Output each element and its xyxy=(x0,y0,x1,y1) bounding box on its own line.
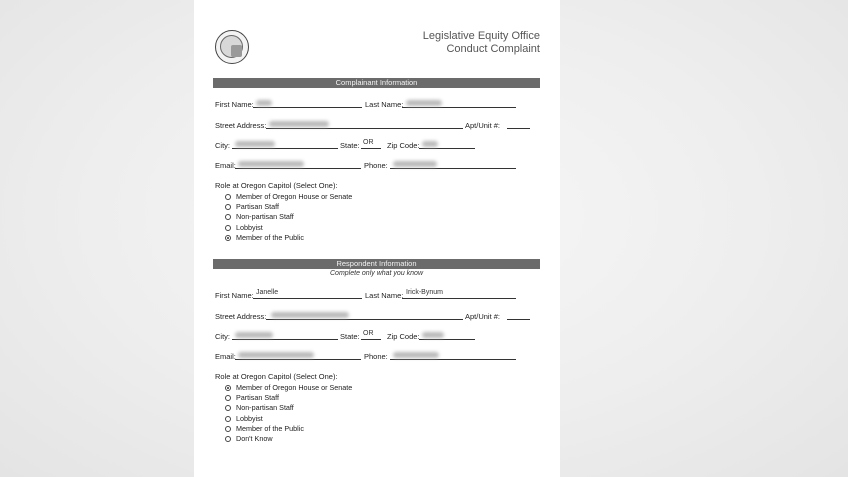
respondent-apt-label: Apt/Unit #: xyxy=(465,312,501,321)
respondent-email-field[interactable] xyxy=(235,359,361,360)
respondent-state-label: State: xyxy=(340,332,360,341)
complainant-last-name-field[interactable] xyxy=(402,107,516,108)
complainant-state-field[interactable] xyxy=(361,148,381,149)
complainant-last-name-label: Last Name: xyxy=(365,100,404,109)
oregon-state-seal-icon xyxy=(215,30,249,64)
complainant-last-name-redacted xyxy=(406,100,442,106)
complainant-apt-field[interactable] xyxy=(507,128,530,129)
complainant-city-field[interactable] xyxy=(232,148,338,149)
respondent-last-name-label: Last Name: xyxy=(365,291,404,300)
office-title: Legislative Equity Office xyxy=(422,30,540,42)
complainant-first-name-label: First Name: xyxy=(215,100,254,109)
complainant-email-redacted xyxy=(238,161,304,167)
complainant-zip-label: Zip Code: xyxy=(387,141,420,150)
complainant-city-label: City: xyxy=(215,141,230,150)
respondent-first-name-value: Janelle xyxy=(256,289,279,296)
role-option-label: Member of Oregon House or Senate xyxy=(236,192,353,201)
radio-icon[interactable] xyxy=(225,405,231,411)
role-option-label: Partisan Staff xyxy=(236,393,280,402)
complainant-email-field[interactable] xyxy=(235,168,361,169)
complainant-zip-field[interactable] xyxy=(419,148,475,149)
respondent-section-header: Respondent Information xyxy=(213,259,540,269)
complaint-form-page xyxy=(194,0,560,477)
complainant-phone-field[interactable] xyxy=(390,168,516,169)
complainant-phone-redacted xyxy=(393,161,437,167)
radio-icon[interactable] xyxy=(225,426,231,432)
respondent-zip-redacted xyxy=(422,332,444,338)
role-option-label: Non-partisan Staff xyxy=(236,212,294,221)
radio-selected-icon[interactable] xyxy=(225,385,231,391)
respondent-email-label: Email: xyxy=(215,352,236,361)
respondent-role-label: Role at Oregon Capitol (Select One): xyxy=(215,372,338,381)
role-option-label: Lobbyist xyxy=(236,223,263,232)
role-option-label: Partisan Staff xyxy=(236,202,280,211)
respondent-last-name-field[interactable] xyxy=(402,298,516,299)
radio-icon[interactable] xyxy=(225,395,231,401)
respondent-state-field[interactable] xyxy=(361,339,381,340)
respondent-phone-label: Phone: xyxy=(364,352,388,361)
complainant-street-label: Street Address: xyxy=(215,121,267,130)
form-title: Conduct Complaint xyxy=(446,43,540,55)
role-option-label: Lobbyist xyxy=(236,414,263,423)
complainant-section-header: Complainant Information xyxy=(213,78,540,88)
radio-icon[interactable] xyxy=(225,204,231,210)
respondent-zip-label: Zip Code: xyxy=(387,332,420,341)
complainant-first-name-redacted xyxy=(256,100,272,106)
respondent-city-field[interactable] xyxy=(232,339,338,340)
radio-icon[interactable] xyxy=(225,436,231,442)
respondent-street-redacted xyxy=(271,312,349,318)
radio-selected-icon[interactable] xyxy=(225,235,231,241)
respondent-last-name-value: Irick-Bynum xyxy=(406,289,443,296)
respondent-street-field[interactable] xyxy=(266,319,463,320)
complainant-state-value: OR xyxy=(363,139,374,146)
complainant-street-field[interactable] xyxy=(266,128,463,129)
radio-icon[interactable] xyxy=(225,214,231,220)
complainant-state-label: State: xyxy=(340,141,360,150)
respondent-subtitle: Complete only what you know xyxy=(330,270,423,277)
respondent-apt-field[interactable] xyxy=(507,319,530,320)
complainant-street-redacted xyxy=(269,121,329,127)
respondent-zip-field[interactable] xyxy=(419,339,475,340)
role-option-label: Non-partisan Staff xyxy=(236,403,294,412)
respondent-first-name-label: First Name: xyxy=(215,291,254,300)
complainant-zip-redacted xyxy=(422,141,438,147)
radio-icon[interactable] xyxy=(225,194,231,200)
role-option-label: Member of the Public xyxy=(236,233,304,242)
respondent-phone-redacted xyxy=(393,352,439,358)
respondent-email-redacted xyxy=(238,352,314,358)
role-option-label: Member of Oregon House or Senate xyxy=(236,383,353,392)
radio-icon[interactable] xyxy=(225,416,231,422)
respondent-phone-field[interactable] xyxy=(390,359,516,360)
complainant-role-label: Role at Oregon Capitol (Select One): xyxy=(215,181,338,190)
role-option-label: Don't Know xyxy=(236,434,273,443)
complainant-first-name-field[interactable] xyxy=(253,107,362,108)
respondent-state-value: OR xyxy=(363,330,374,337)
complainant-phone-label: Phone: xyxy=(364,161,388,170)
complainant-apt-label: Apt/Unit #: xyxy=(465,121,501,130)
radio-icon[interactable] xyxy=(225,225,231,231)
respondent-first-name-field[interactable] xyxy=(253,298,362,299)
complainant-email-label: Email: xyxy=(215,161,236,170)
role-option-label: Member of the Public xyxy=(236,424,304,433)
respondent-city-redacted xyxy=(235,332,273,338)
respondent-city-label: City: xyxy=(215,332,230,341)
respondent-street-label: Street Address: xyxy=(215,312,267,321)
complainant-city-redacted xyxy=(235,141,275,147)
